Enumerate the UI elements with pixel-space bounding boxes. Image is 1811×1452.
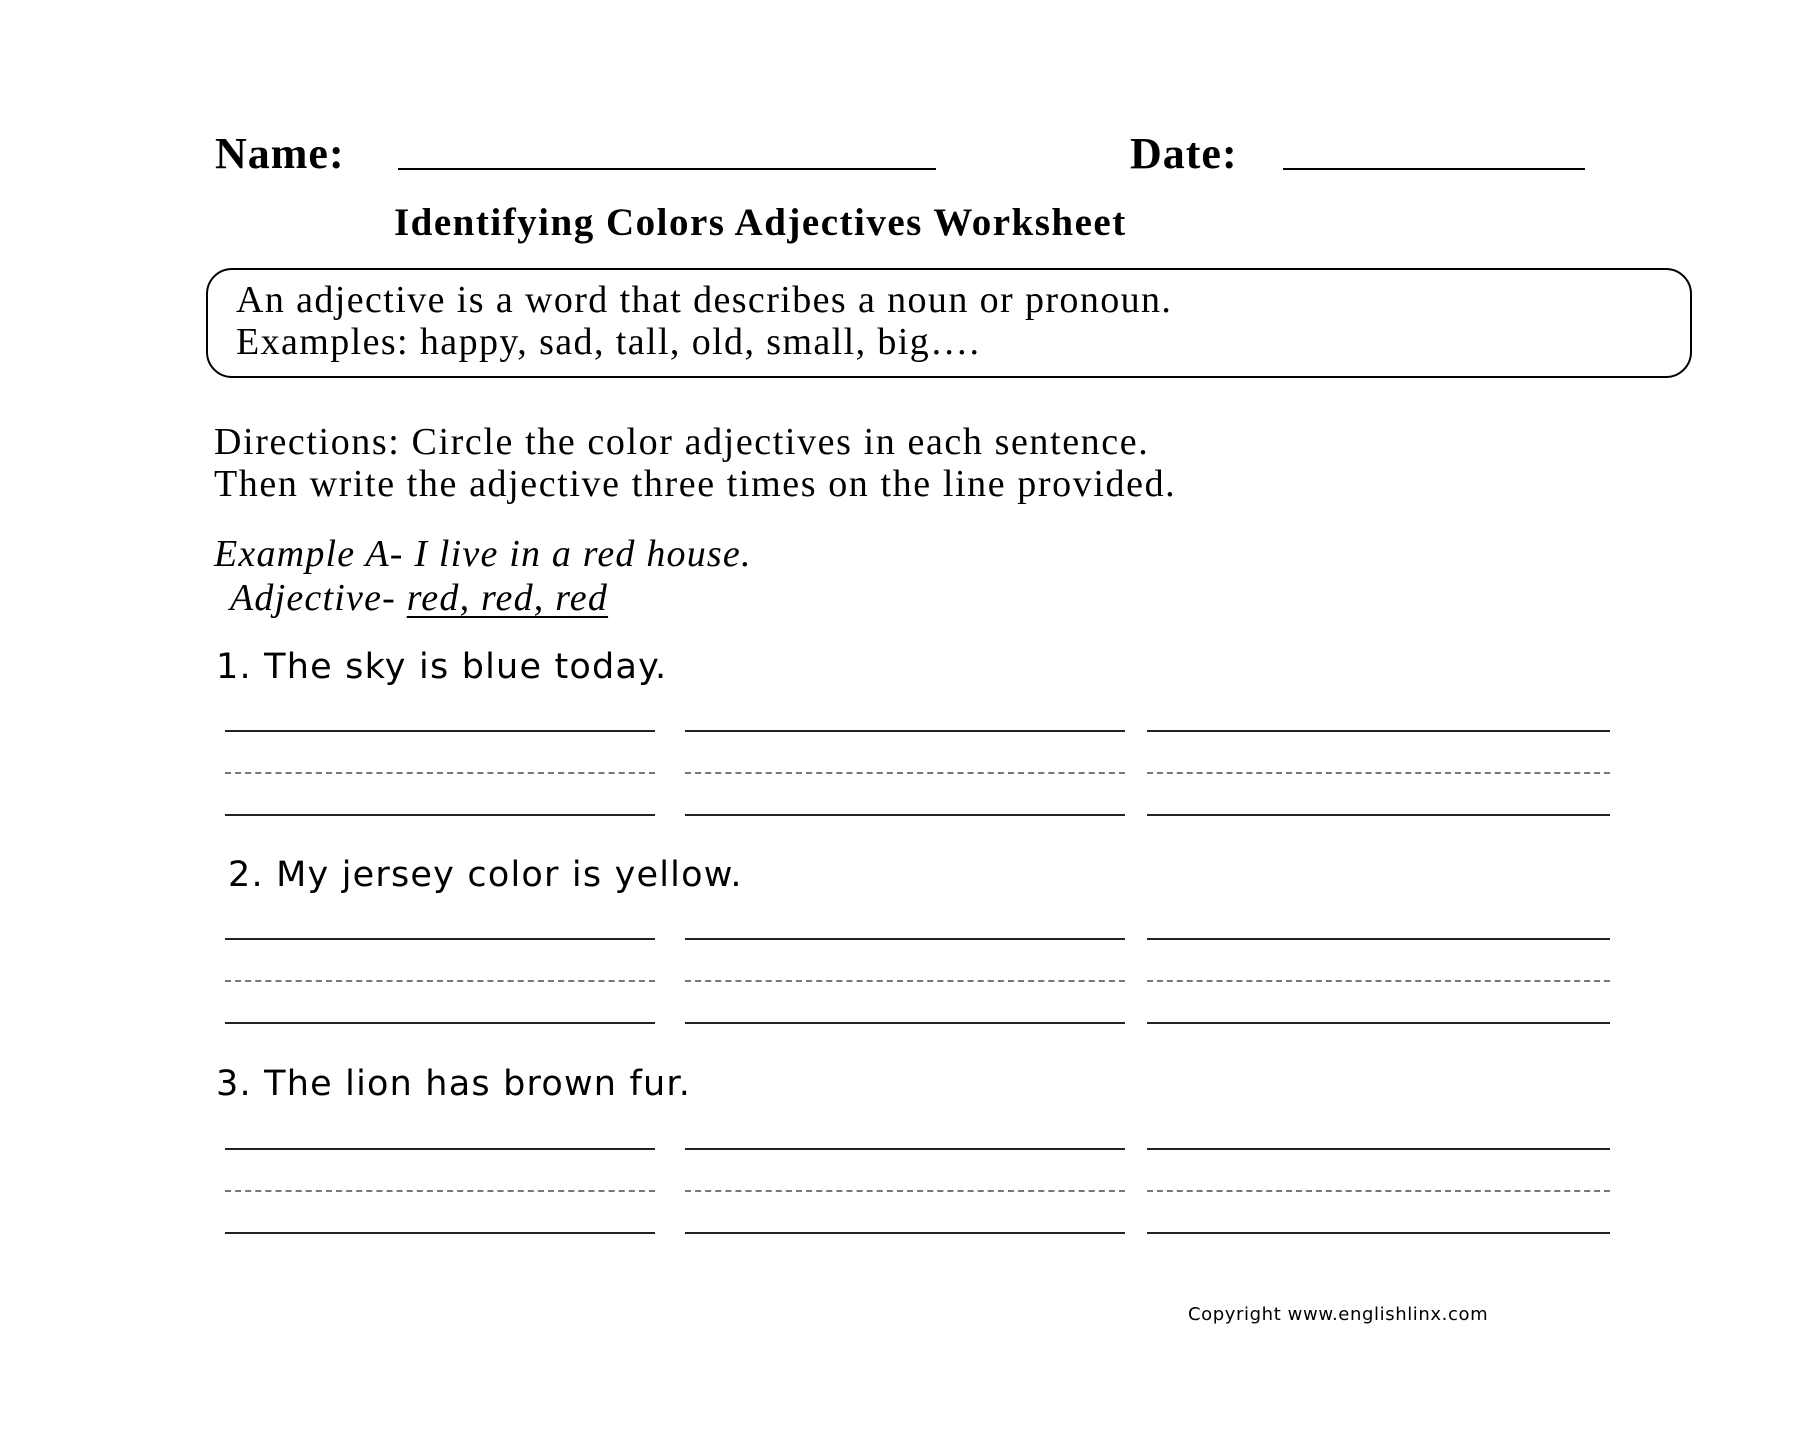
writing-line[interactable] bbox=[225, 1148, 655, 1150]
example-answer-row bbox=[230, 576, 608, 620]
writing-line[interactable] bbox=[685, 1148, 1125, 1150]
writing-line[interactable] bbox=[225, 1022, 655, 1024]
writing-guide-dashed bbox=[225, 772, 655, 774]
writing-guide-dashed bbox=[685, 772, 1125, 774]
name-field[interactable] bbox=[398, 168, 936, 170]
copyright-notice: Copyright www.englishlinx.com bbox=[1188, 1304, 1489, 1325]
question-2: 2. My jersey color is yellow. bbox=[228, 855, 743, 895]
writing-line[interactable] bbox=[685, 938, 1125, 940]
directions-line-2: Then write the adjective three times on the line provided. bbox=[214, 463, 1177, 505]
example-answer: red, red, red bbox=[406, 577, 609, 619]
writing-guide-dashed bbox=[685, 980, 1125, 982]
writing-guide-dashed bbox=[685, 1190, 1125, 1192]
writing-line[interactable] bbox=[685, 814, 1125, 816]
writing-line[interactable] bbox=[685, 730, 1125, 732]
writing-line[interactable] bbox=[685, 1022, 1125, 1024]
worksheet-title: Identifying Colors Adjectives Worksheet bbox=[394, 201, 1127, 244]
writing-line[interactable] bbox=[1147, 1148, 1610, 1150]
date-field[interactable] bbox=[1283, 168, 1585, 170]
definition-line-1: An adjective is a word that describes a noun or pronoun. bbox=[236, 279, 1173, 321]
writing-guide-dashed bbox=[225, 980, 655, 982]
writing-line[interactable] bbox=[1147, 814, 1610, 816]
example-sentence: Example A- I live in a red house. bbox=[214, 533, 752, 575]
writing-guide-dashed bbox=[225, 1190, 655, 1192]
writing-line[interactable] bbox=[1147, 730, 1610, 732]
writing-line[interactable] bbox=[225, 938, 655, 940]
definition-line-2: Examples: happy, sad, tall, old, small, big…. bbox=[236, 321, 981, 363]
question-3: 3. The lion has brown fur. bbox=[216, 1064, 692, 1104]
writing-line[interactable] bbox=[1147, 1022, 1610, 1024]
name-label: Name: bbox=[215, 129, 345, 178]
example-answer-label: Adjective- bbox=[230, 577, 407, 619]
writing-line[interactable] bbox=[225, 1232, 655, 1234]
question-1: 1. The sky is blue today. bbox=[216, 647, 668, 687]
writing-guide-dashed bbox=[1147, 1190, 1610, 1192]
directions-line-1: Directions: Circle the color adjectives in each sentence. bbox=[214, 421, 1150, 463]
writing-line[interactable] bbox=[1147, 938, 1610, 940]
writing-line[interactable] bbox=[225, 814, 655, 816]
writing-guide-dashed bbox=[1147, 980, 1610, 982]
date-label: Date: bbox=[1130, 129, 1238, 178]
writing-guide-dashed bbox=[1147, 772, 1610, 774]
writing-line[interactable] bbox=[685, 1232, 1125, 1234]
writing-line[interactable] bbox=[1147, 1232, 1610, 1234]
writing-line[interactable] bbox=[225, 730, 655, 732]
